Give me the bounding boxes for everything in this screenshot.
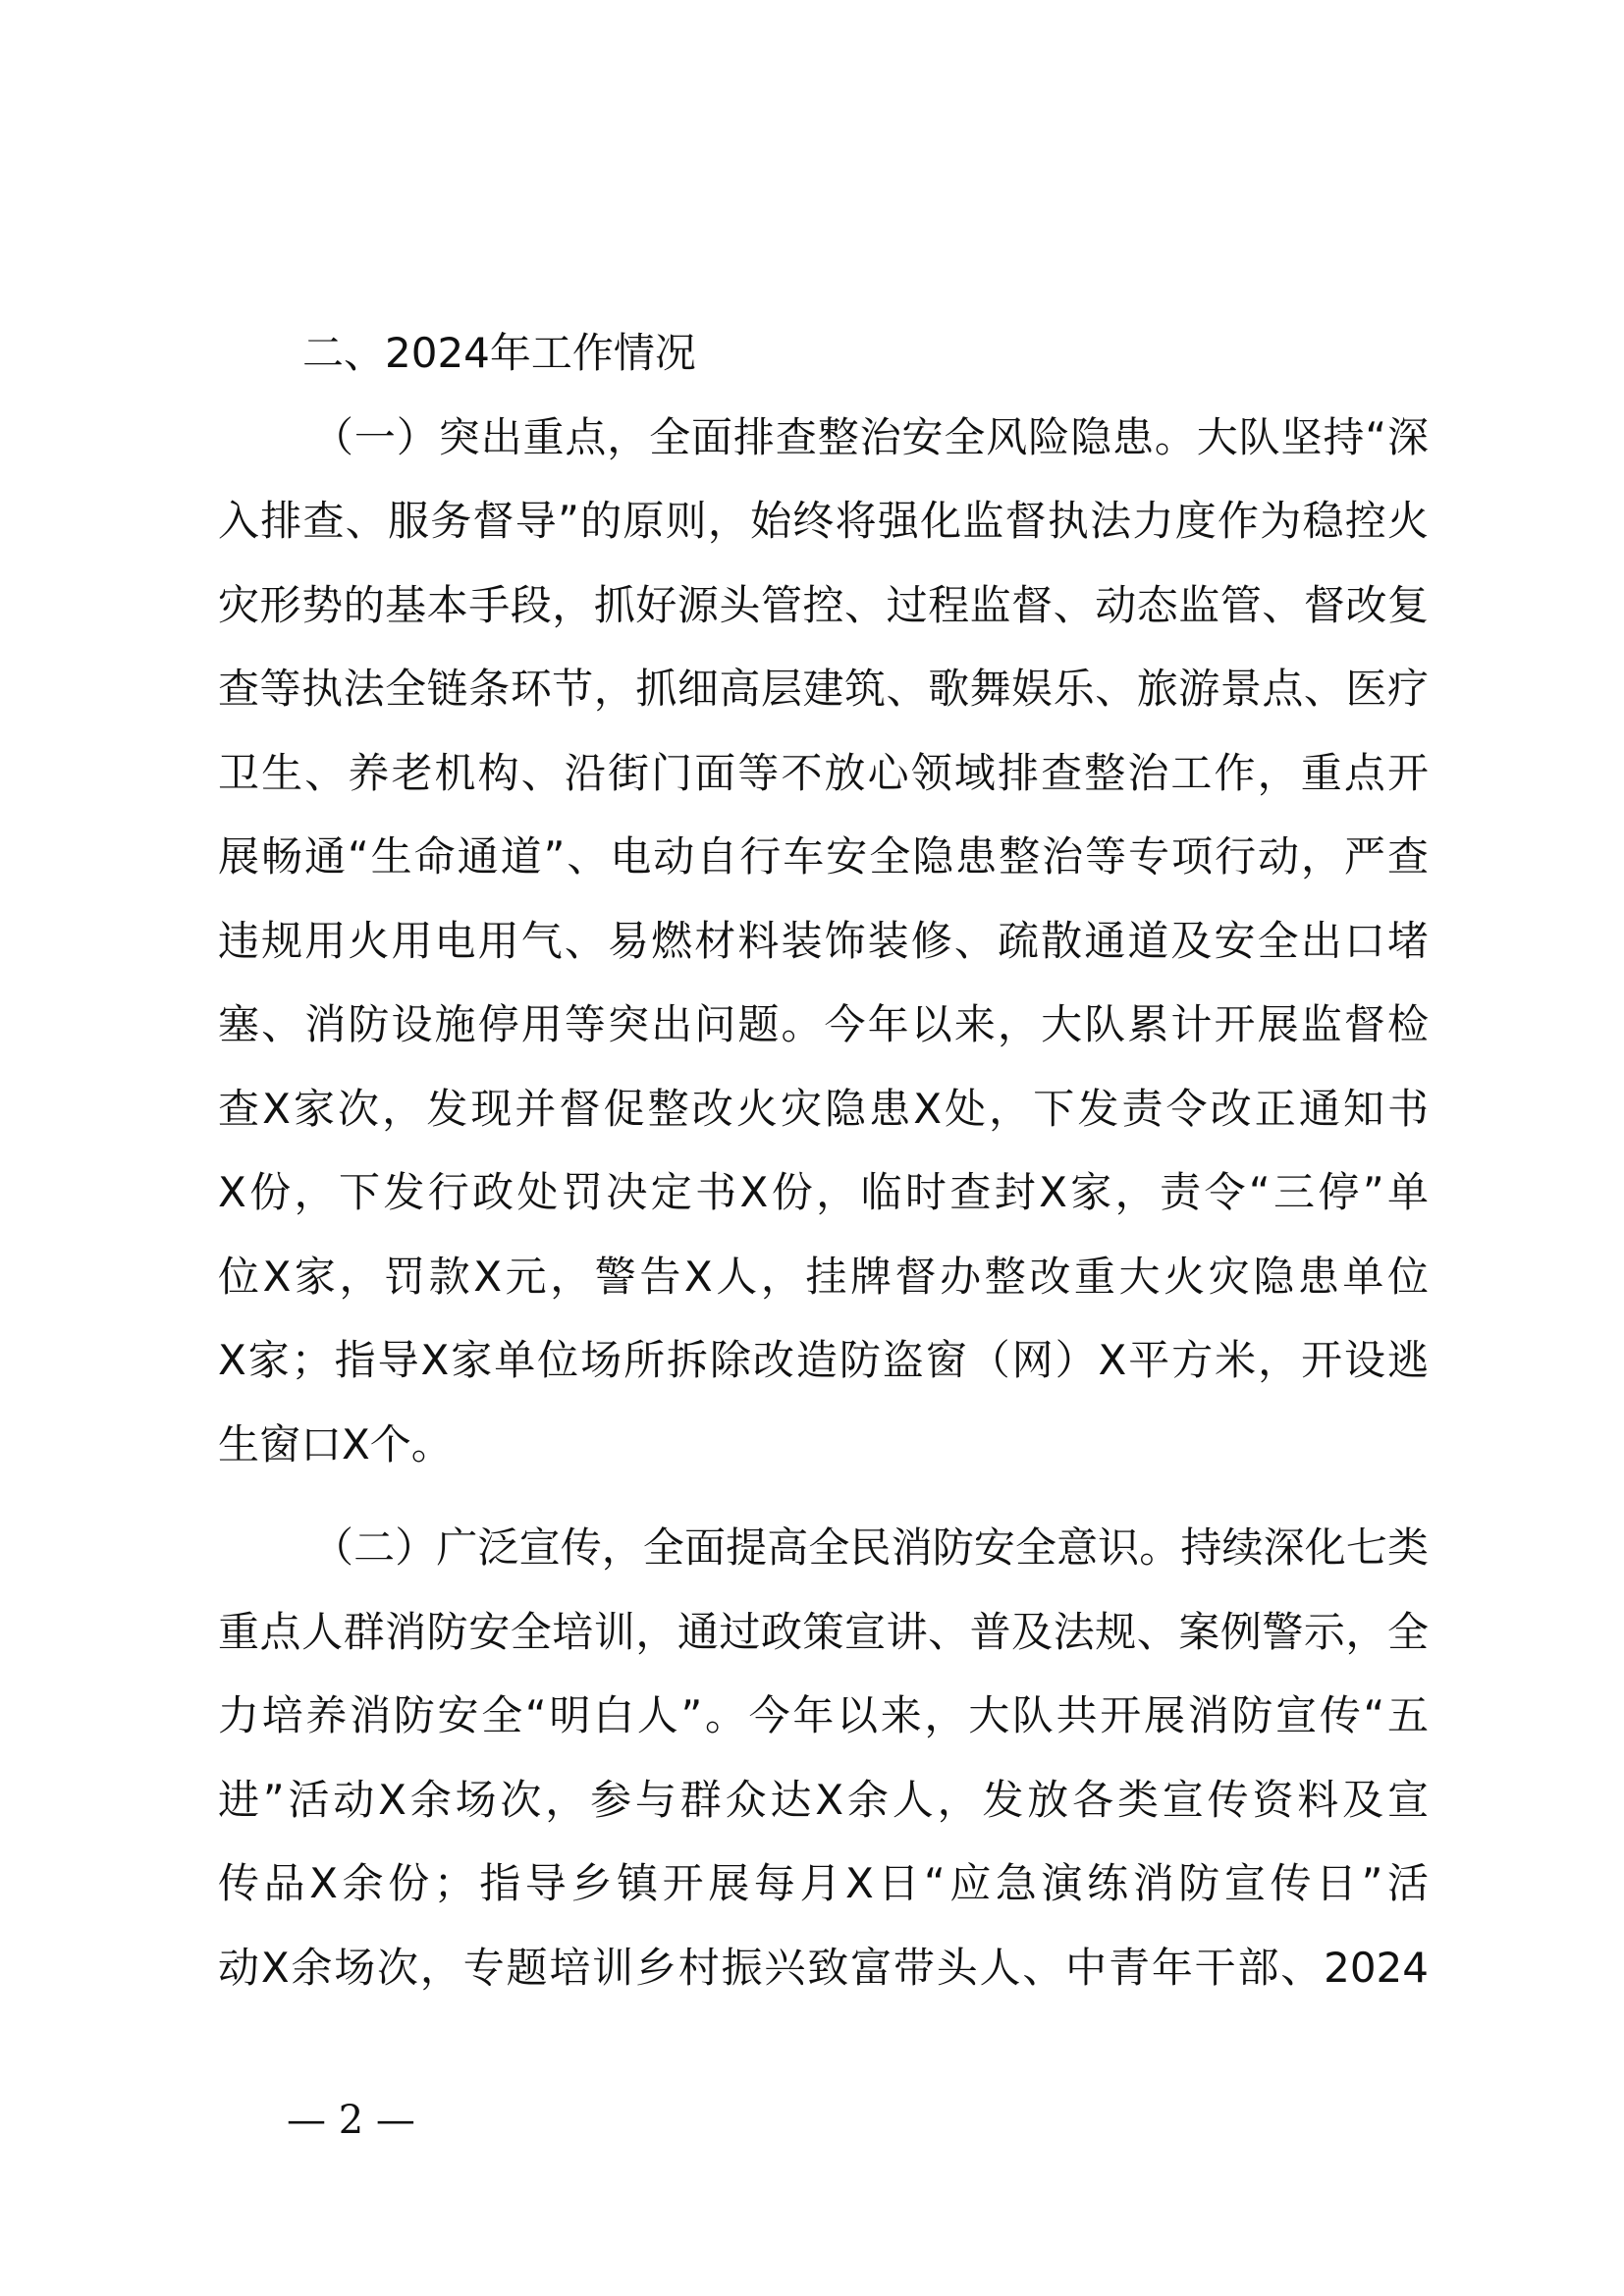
paragraph-line: X份，下发行政处罚决定书X份，临时查封X家，责令“三停”单 bbox=[218, 1168, 1429, 1216]
paragraph-line: （二）广泛宣传，全面提高全民消防安全意识。持续深化七类 bbox=[312, 1523, 1429, 1572]
paragraph-line: 违规用火用电用气、易燃材料装饰装修、疏散通道及安全出口堵 bbox=[218, 916, 1429, 965]
document-body bbox=[218, 311, 1429, 2009]
paragraph-line: 生窗口X个。 bbox=[218, 1419, 453, 1468]
paragraph-line: （一）突出重点，全面排查整治安全风险隐患。大队坚持“深 bbox=[312, 412, 1429, 461]
paragraph-line: 展畅通“生命通道”、电动自行车安全隐患整治等专项行动，严查 bbox=[218, 832, 1429, 881]
page-number: — 2 — bbox=[287, 2098, 415, 2143]
paragraph-line: 位X家，罚款X元，警告X人，挂牌督办整改重大火灾隐患单位 bbox=[218, 1252, 1429, 1301]
section-heading: 二、2024年工作情况 bbox=[302, 329, 696, 377]
paragraph-line: 塞、消防设施停用等突出问题。今年以来，大队累计开展监督检 bbox=[218, 1000, 1429, 1048]
paragraph bbox=[218, 1506, 1429, 2009]
paragraph-line: 动X余场次，专题培训乡村振兴致富带头人、中青年干部、2024 bbox=[218, 1943, 1429, 1992]
paragraph-line: 传品X余份；指导乡镇开展每月X日“应急演练消防宣传日”活 bbox=[218, 1859, 1429, 1907]
paragraph-line: 查等执法全链条环节，抓细高层建筑、歌舞娱乐、旅游景点、医疗 bbox=[218, 665, 1429, 713]
paragraph-line: 灾形势的基本手段，抓好源头管控、过程监督、动态监管、督改复 bbox=[218, 580, 1429, 629]
paragraph-line: 查X家次，发现并督促整改火灾隐患X处，下发责令改正通知书 bbox=[218, 1084, 1429, 1133]
paragraph-line: 进”活动X余场次，参与群众达X余人，发放各类宣传资料及宣 bbox=[218, 1775, 1429, 1824]
paragraph-line: 力培养消防安全“明白人”。今年以来，大队共开展消防宣传“五 bbox=[218, 1691, 1429, 1739]
paragraph-line: 重点人群消防安全培训，通过政策宣讲、普及法规、案例警示，全 bbox=[218, 1607, 1429, 1656]
paragraph-line: X家；指导X家单位场所拆除改造防盗窗（网）X平方米，开设逃 bbox=[218, 1336, 1429, 1384]
paragraph-line: 卫生、养老机构、沿街门面等不放心领域排查整治工作，重点开 bbox=[218, 748, 1429, 797]
paragraph bbox=[218, 396, 1429, 1487]
paragraph-line: 入排查、服务督导”的原则，始终将强化监督执法力度作为稳控火 bbox=[218, 497, 1429, 545]
